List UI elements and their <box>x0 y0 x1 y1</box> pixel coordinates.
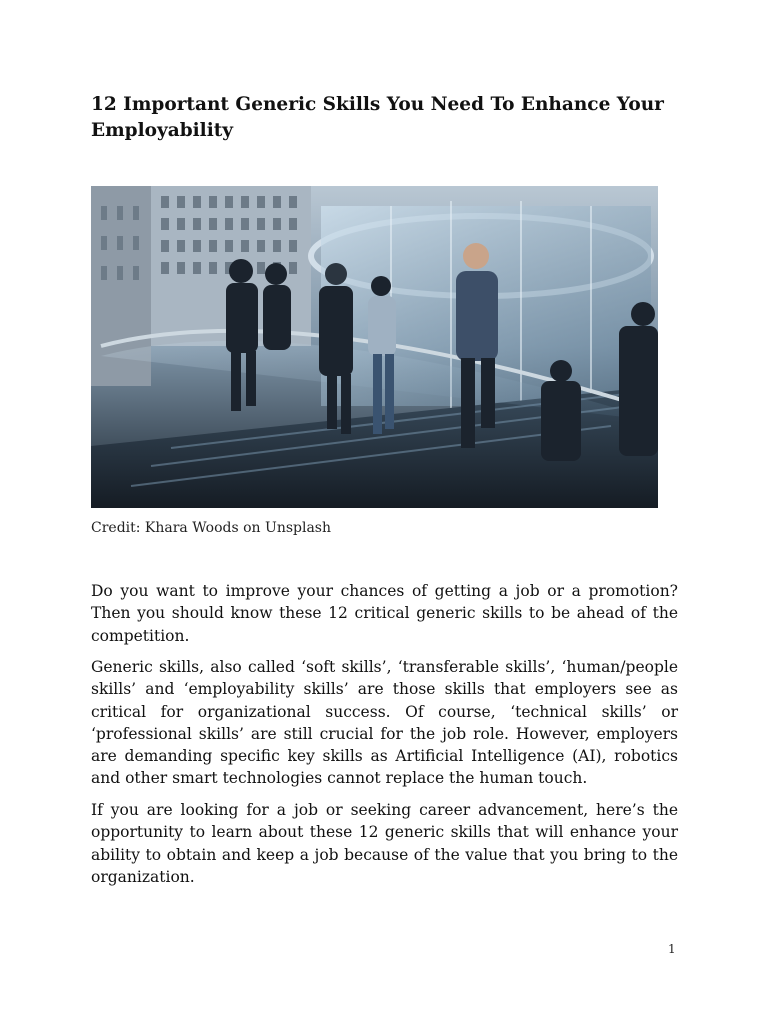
paragraph-opportunity: If you are looking for a job or seeking career advancement, here’s the opportunity to learn about these 12 generic skills that will enhance your ability to obtain and keep a job because of the value that you bring to the organization. <box>91 801 678 886</box>
page-number: 1 <box>668 942 676 956</box>
article-title: 12 Important Generic Skills You Need To Enhance Your Employability <box>91 94 664 141</box>
paragraph-intro: Do you want to improve your chances of getting a job or a promotion? Then you should know these 12 critical generic skills to be ahead of the competition. <box>91 582 678 645</box>
staircase-photo-illustration <box>91 186 658 508</box>
photo-credit: Credit: Khara Woods on Unsplash <box>91 520 332 536</box>
paragraph-definition: Generic skills, also called ‘soft skills’, ‘transferable skills’, ‘human/people skills’ and ‘employability skills’ are those skills that employers see as critical for organizational success. Of course, ‘technical skills’ or ‘professional skills’ are still crucial for the job role. However, employers are demanding specific key skills as Artificial Intelligence (AI), robotics and other smart technologies cannot replace the human touch. <box>91 658 678 788</box>
header-photo <box>91 186 658 508</box>
